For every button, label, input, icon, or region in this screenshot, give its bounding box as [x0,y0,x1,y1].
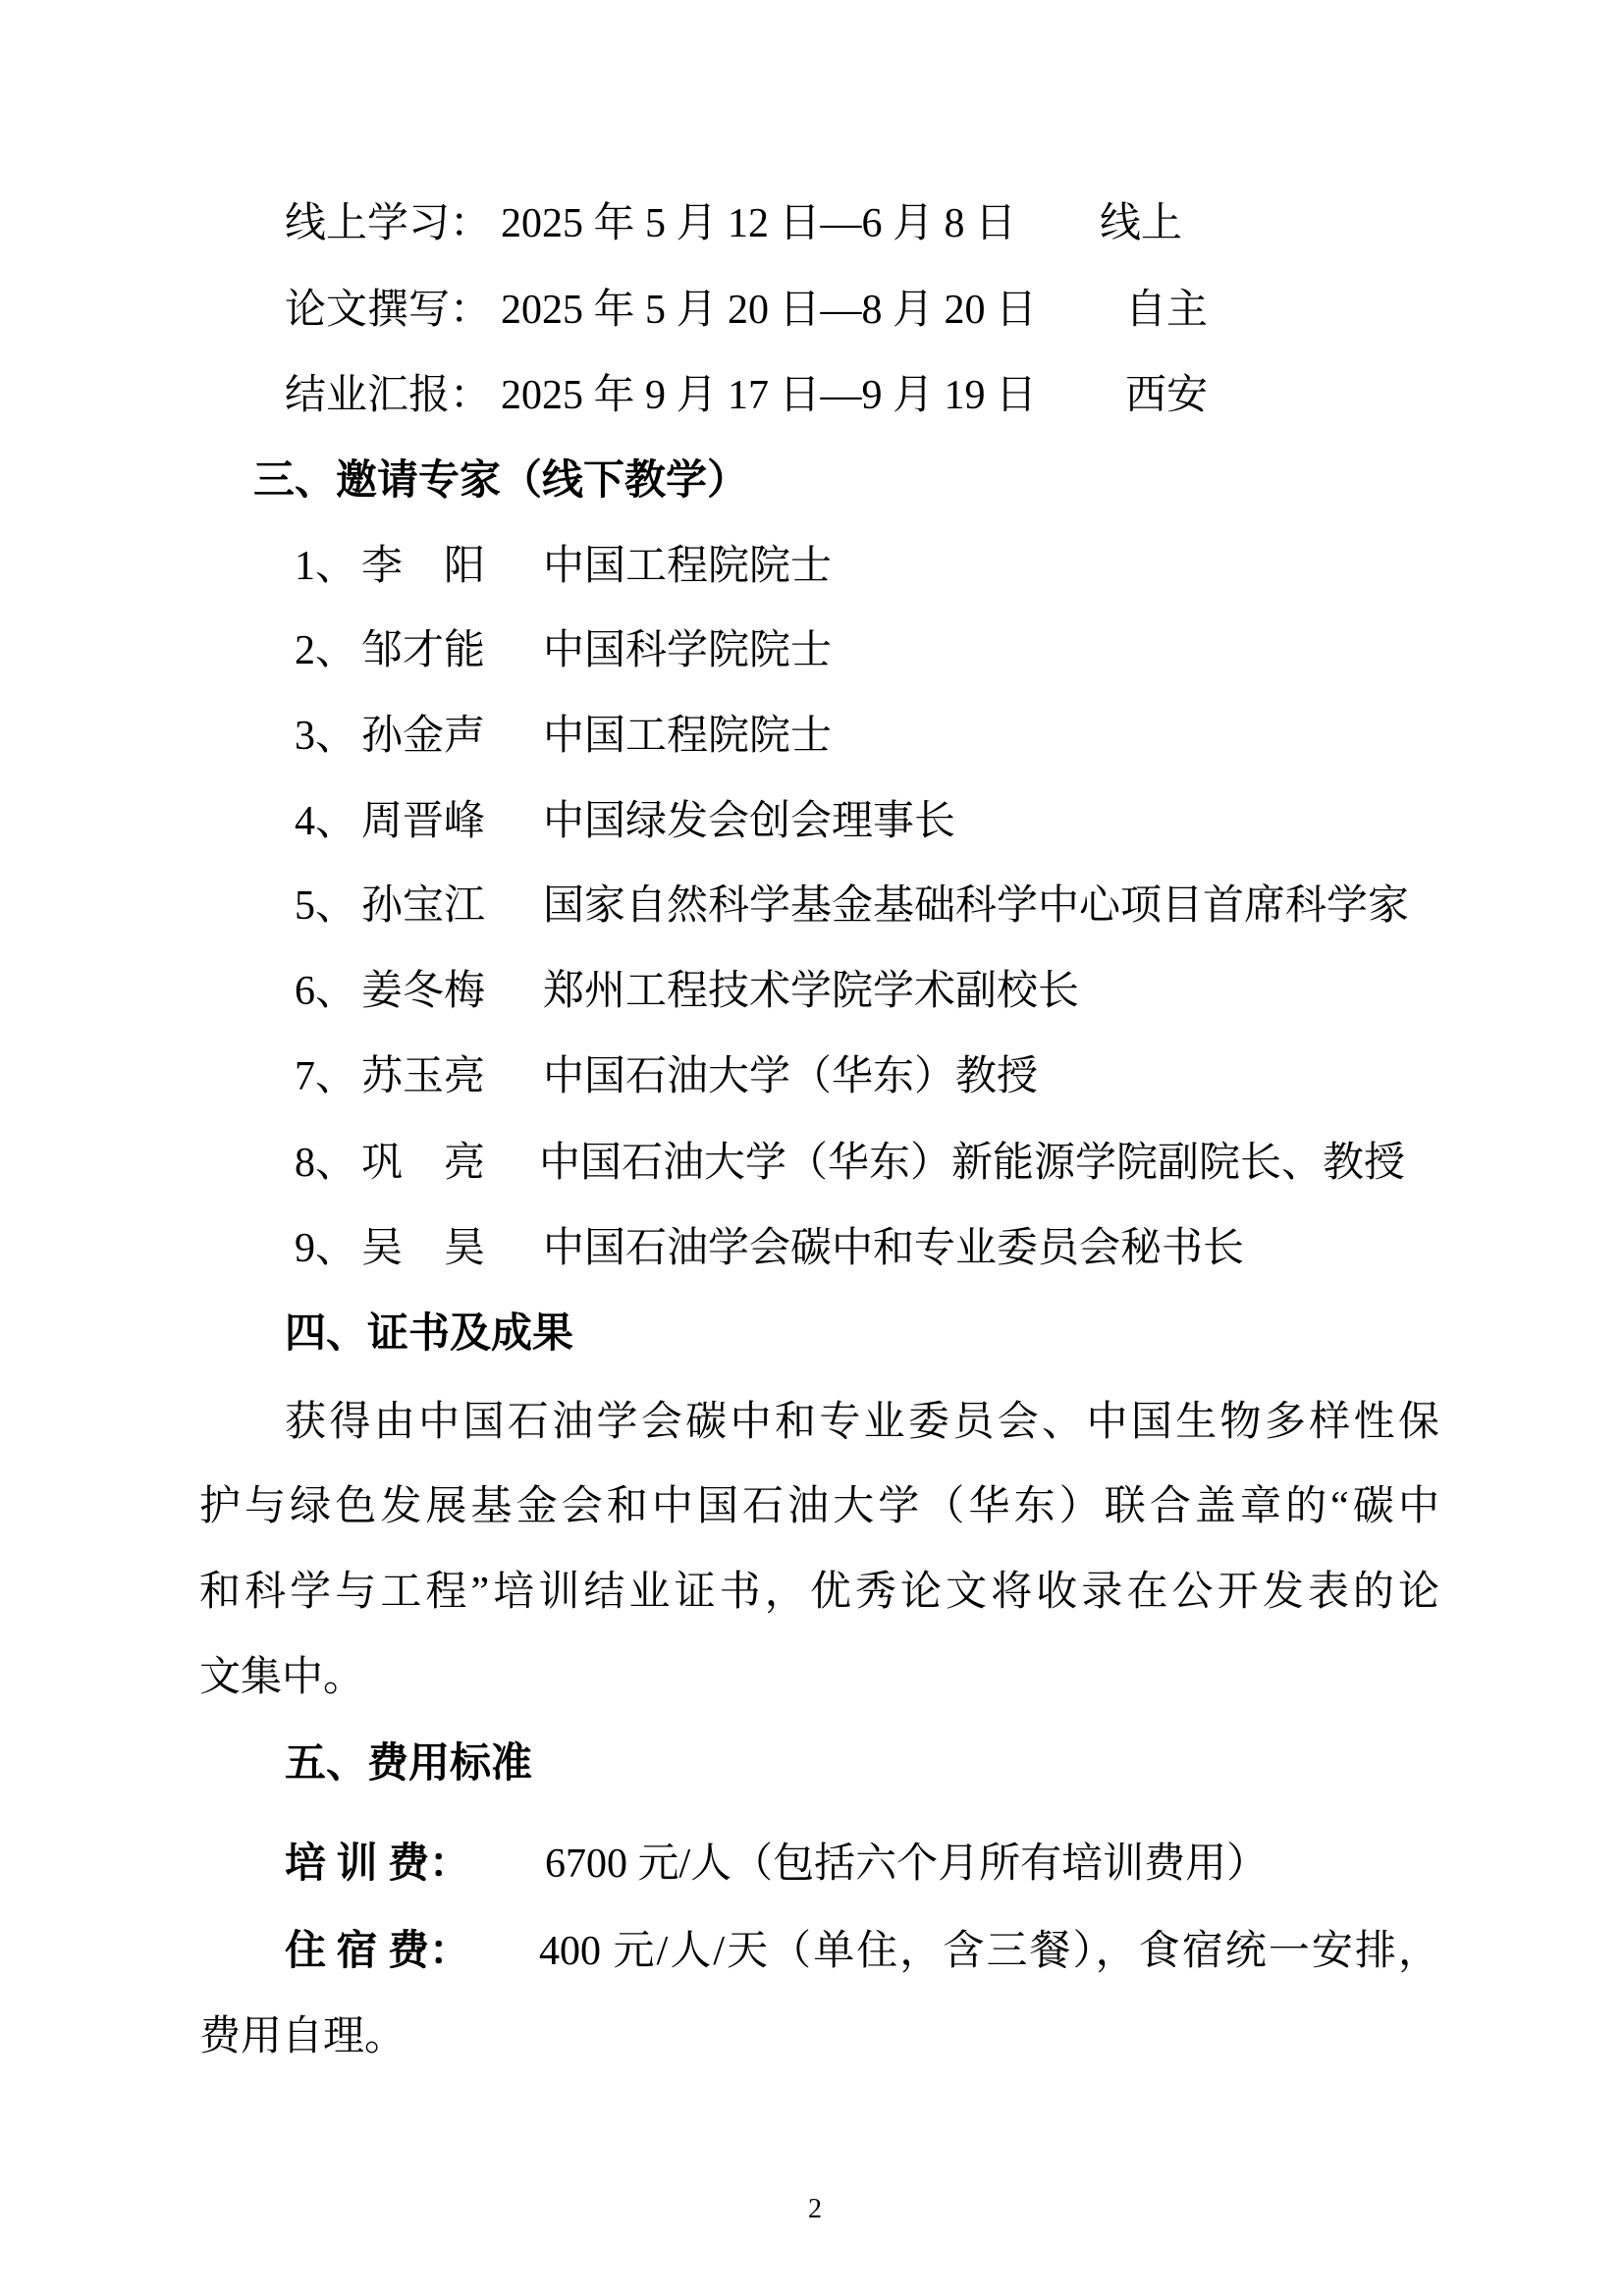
fee-value: 6700 元/人（包括六个月所有培训费用） [545,1842,1269,1887]
expert-number: 8、 [295,1141,357,1186]
fee-row [0,1839,1624,1890]
expert-title: 中国工程院院士 [543,544,833,589]
expert-number: 1、 [295,544,357,589]
expert-name: 苏玉亮 [361,1054,486,1099]
expert-number: 2、 [295,628,357,673]
expert-row [0,881,1624,932]
page-number: 2 [808,2194,822,2224]
section-heading-fees-row [0,1738,1624,1789]
expert-title: 国家自然科学基金基础科学中心项目首席科学家 [543,883,1410,929]
schedule-dates: 2025 年 9 月 17 日—9 月 19 日 [501,373,1038,418]
expert-row [0,541,1624,592]
expert-row [0,625,1624,676]
schedule-dates: 2025 年 5 月 20 日—8 月 20 日 [501,288,1038,333]
schedule-label: 论文撰写： [285,288,492,333]
expert-title: 中国石油大学（华东）教授 [543,1054,1039,1099]
schedule-label: 结业汇报： [285,373,492,418]
expert-title: 中国绿发会创会理事长 [543,799,956,844]
expert-number: 9、 [295,1226,357,1271]
expert-name: 姜冬梅 [361,969,486,1014]
fee-value: 400 元/人/天（单住，含三餐），食宿统一安排， [539,1929,1439,1974]
expert-row [0,1051,1624,1102]
fee-label: 培 训 费： [285,1842,471,1887]
section-heading-certificate-row [0,1308,1624,1360]
schedule-row [0,198,1624,249]
schedule-row [0,370,1624,421]
expert-name: 邹才能 [361,628,486,673]
fee-continuation: 费用自理。 [199,2014,406,2059]
expert-row [0,1223,1624,1274]
fee-label: 住 宿 费： [285,1929,471,1974]
certificate-paragraph-row [0,1397,1624,1448]
expert-name: 孙宝江 [361,883,486,929]
expert-title: 中国工程院院士 [543,714,833,759]
schedule-row [0,285,1624,336]
expert-title: 中国石油学会碳中和专业委员会秘书长 [543,1226,1245,1271]
expert-title: 中国石油大学（华东）新能源学院副院长、教授 [539,1141,1406,1186]
schedule-dates: 2025 年 5 月 12 日—6 月 8 日 [501,201,1017,246]
expert-title: 郑州工程技术学院学术副校长 [543,969,1080,1014]
certificate-paragraph-row [0,1567,1624,1618]
certificate-paragraph-line: 文集中。 [199,1655,365,1700]
expert-number: 6、 [295,969,357,1014]
expert-row [0,966,1624,1017]
section-heading-experts-row [0,455,1624,507]
expert-name: 孙金声 [361,714,486,759]
fee-row [0,1926,1624,1977]
section-heading-certificate: 四、证书及成果 [285,1311,574,1357]
expert-row [0,1138,1624,1189]
certificate-paragraph-row [0,1481,1624,1532]
schedule-place: 线上 [1100,201,1183,246]
section-heading-experts: 三、邀请专家（线下教学） [253,458,749,504]
certificate-paragraph-line: 获得由中国石油学会碳中和专业委员会、中国生物多样性保 [285,1400,1439,1445]
expert-name: 周晋峰 [361,799,486,844]
fee-continuation-row [0,2011,1624,2062]
certificate-paragraph-line: 和科学与工程”培训结业证书，优秀论文将收录在公开发表的论 [199,1570,1439,1615]
certificate-paragraph-row [0,1652,1624,1703]
expert-number: 3、 [295,714,357,759]
certificate-paragraph-line: 护与绿色发展基金会和中国石油大学（华东）联合盖章的“碳中 [199,1484,1439,1529]
expert-name: 李 阳 [361,544,486,589]
section-heading-fees: 五、费用标准 [285,1741,533,1787]
schedule-place: 西安 [1125,373,1209,418]
expert-row [0,711,1624,762]
schedule-place: 自主 [1125,288,1209,333]
expert-name: 巩 亮 [361,1141,486,1186]
expert-row [0,796,1624,847]
expert-number: 4、 [295,799,357,844]
expert-number: 7、 [295,1054,357,1099]
schedule-label: 线上学习： [285,201,492,246]
expert-title: 中国科学院院士 [543,628,833,673]
expert-number: 5、 [295,883,357,929]
expert-name: 吴 昊 [361,1226,486,1271]
